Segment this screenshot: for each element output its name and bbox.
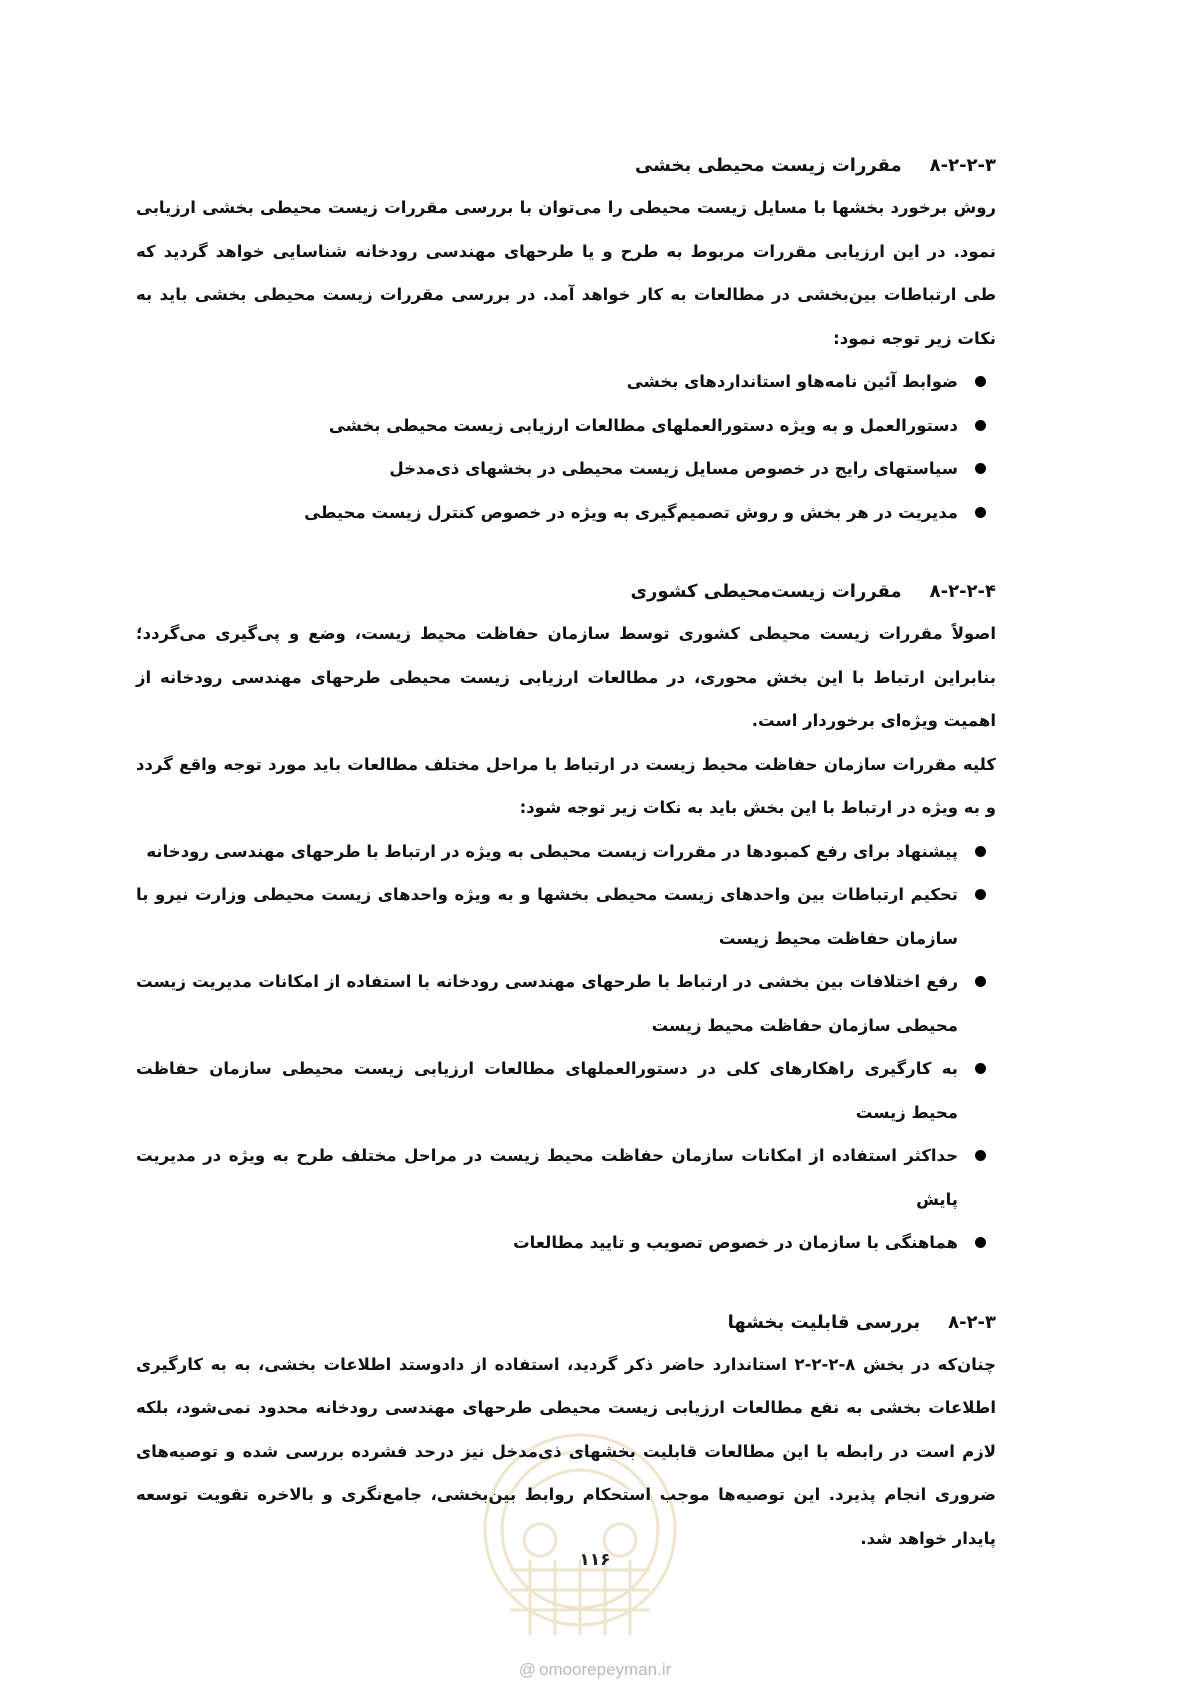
paragraph: اصولاً مقررات زیست محیطی کشوری توسط سازمان حفاظت محیط زیست، وضع و پی‌گیری می‌گردد؛ بنابراین ارتباط با این بخش محوری، در مطالعات ارزیابی زیست محیطی طرحهای مهندسی رودخانه از اهمیت ویژه‌ای برخوردار است.	[136, 624, 996, 730]
bullet-text: ضوابط آئین نامه‌هاو استانداردهای بخشی	[626, 372, 958, 391]
section-spacer	[136, 534, 996, 572]
bullet-text: تحکیم ارتباطات بین واحدهای زیست محیطی بخشها و به ویژه واحدهای زیست محیطی وزارت نیرو با سازمان حفاظت محیط زیست	[136, 885, 958, 948]
bullet-dot-icon	[975, 507, 986, 518]
bullet-item	[136, 830, 996, 874]
bullet-dot-icon	[975, 1237, 986, 1248]
paragraph: کلیه مقررات سازمان حفاظت محیط زیست در ارتباط با مراحل مختلف مطالعات باید مورد توجه واقع گردد و به ویژه در ارتباط با این بخش باید به نکات زیر توجه شود:	[136, 754, 996, 817]
bullet-item	[136, 960, 996, 1047]
at-sign-icon: @	[518, 1660, 536, 1679]
bullet-item	[136, 404, 996, 448]
bullet-list	[136, 360, 996, 534]
section-number: ۸-۲-۲-۳	[929, 155, 996, 176]
document-content	[136, 146, 996, 1560]
bullet-text: هماهنگی با سازمان در خصوص تصویب و تایید مطالعات	[513, 1233, 958, 1252]
section-number: ۸-۲-۲-۴	[929, 581, 996, 602]
bullet-dot-icon	[975, 376, 986, 387]
section-title: مقررات زیست محیطی بخشی	[634, 155, 902, 176]
bullet-list	[136, 830, 996, 1265]
paragraph: روش برخورد بخشها با مسایل زیست محیطی را می‌توان با بررسی مقررات زیست محیطی بخشی ارزیابی نمود. در این ارزیابی مقررات مربوط به طرح و یا طرحهای مهندسی رودخانه شناسایی خواهد گردید که طی ارتباطات بین‌بخشی در مطالعات به کار خواهد آمد. در بررسی مقررات زیست محیطی بخشی باید به نکات زیر توجه نمود:	[136, 198, 996, 348]
bullet-dot-icon	[975, 1150, 986, 1161]
bullet-item	[136, 1134, 996, 1221]
bullet-item	[136, 873, 996, 960]
section-title: مقررات زیست‌محیطی کشوری	[630, 581, 902, 602]
bullet-dot-icon	[975, 976, 986, 987]
footer-watermark	[0, 1660, 1190, 1680]
section-spacer	[136, 1265, 996, 1303]
bullet-item	[136, 1221, 996, 1265]
section-heading	[136, 146, 996, 186]
bullet-text: سیاستهای رایج در خصوص مسایل زیست محیطی در بخشهای ذی‌مدخل	[389, 459, 958, 478]
section-heading	[136, 572, 996, 612]
bullet-item	[136, 1047, 996, 1134]
bullet-item	[136, 491, 996, 535]
bullet-dot-icon	[975, 1063, 986, 1074]
bullet-dot-icon	[975, 463, 986, 474]
page-number: ۱۱۶	[579, 1550, 611, 1570]
section-heading	[136, 1303, 996, 1343]
bullet-text: پیشنهاد برای رفع کمبودها در مقررات زیست محیطی به ویژه در ارتباط با طرحهای مهندسی رودخانه	[146, 841, 958, 861]
bullet-text: به کارگیری راهکارهای کلی در دستورالعملهای مطالعات ارزیابی زیست محیطی سازمان حفاظت محیط زیست	[136, 1059, 958, 1122]
section-number: ۸-۲-۳	[948, 1311, 996, 1333]
bullet-text: رفع اختلافات بین بخشی در ارتباط با طرحهای مهندسی رودخانه با استفاده از امکانات مدیریت زیست محیطی سازمان حفاظت محیط زیست	[136, 972, 958, 1035]
section-title: بررسی قابلیت بخشها	[727, 1311, 921, 1333]
bullet-item	[136, 360, 996, 404]
bullet-dot-icon	[975, 846, 986, 857]
bullet-dot-icon	[975, 889, 986, 900]
bullet-text: مدیریت در هر بخش و روش تصمیم‌گیری به ویژه در خصوص کنترل زیست محیطی	[304, 502, 958, 522]
bullet-text: حداکثر استفاده از امکانات سازمان حفاظت محیط زیست در مراحل مختلف طرح به ویژه در مدیریت پایش	[136, 1146, 958, 1209]
bullet-item	[136, 447, 996, 491]
bullet-text: دستورالعمل و به ویژه دستورالعملهای مطالعات ارزیابی زیست محیطی بخشی	[328, 415, 958, 435]
paragraph: چنان‌که در بخش ۸-۲-۲-۲ استاندارد حاضر ذکر گردید، استفاده از دادوستد اطلاعات بخشی، به به کارگیری اطلاعات بخشی به نفع مطالعات ارزیابی زیست محیطی طرحهای مهندسی رودخانه محدود نمی‌شود، بلکه لازم است در رابطه با این مطالعات قابلیت بخشهای ذی‌مدخل نیز درحد فشرده بررسی شده و توصیه‌های ضروری انجام پذیرد. این توصیه‌ها موجب استحکام روابط بین‌بخشی، جامع‌نگری و بالاخره تقویت توسعه پایدار خواهد شد.	[136, 1354, 996, 1548]
footer-site-text: omoorepeyman.ir	[538, 1660, 672, 1679]
bullet-dot-icon	[975, 420, 986, 431]
